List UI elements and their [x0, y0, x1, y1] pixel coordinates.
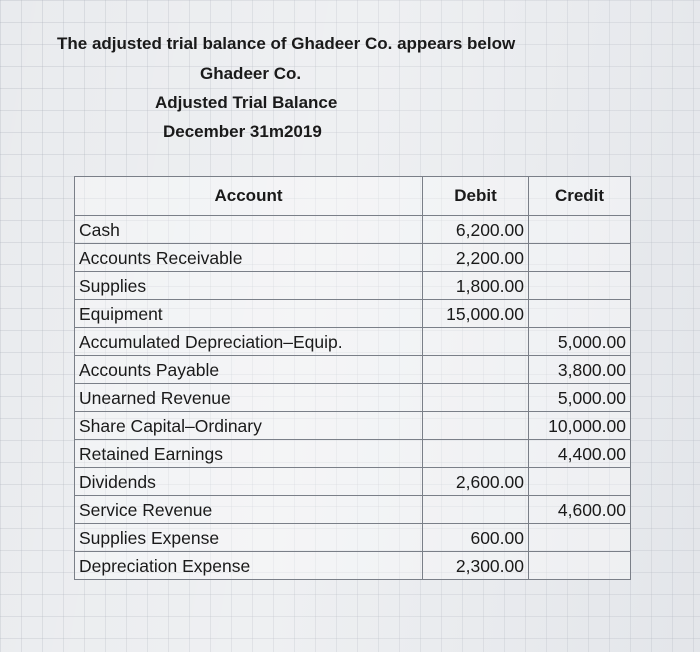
account-cell: Equipment	[75, 300, 423, 328]
credit-cell: 3,800.00	[529, 356, 631, 384]
table-body	[75, 216, 631, 580]
table-row	[75, 552, 631, 580]
debit-column-header: Debit	[423, 177, 529, 216]
debit-cell: 600.00	[423, 524, 529, 552]
credit-cell	[529, 300, 631, 328]
debit-cell	[423, 496, 529, 524]
company-name: Ghadeer Co.	[200, 64, 302, 83]
credit-cell	[529, 524, 631, 552]
debit-cell: 2,200.00	[423, 244, 529, 272]
table-header-row	[75, 177, 631, 216]
debit-cell: 2,600.00	[423, 468, 529, 496]
credit-column-header: Credit	[529, 177, 631, 216]
table-row	[75, 300, 631, 328]
table-row	[75, 328, 631, 356]
debit-cell: 15,000.00	[423, 300, 529, 328]
credit-cell	[529, 552, 631, 580]
debit-cell: 2,300.00	[423, 552, 529, 580]
credit-cell	[529, 272, 631, 300]
account-cell: Depreciation Expense	[75, 552, 423, 580]
report-date: December 31m2019	[163, 122, 322, 141]
debit-cell	[423, 384, 529, 412]
debit-cell: 6,200.00	[423, 216, 529, 244]
account-cell: Accounts Payable	[75, 356, 423, 384]
table-row	[75, 468, 631, 496]
table-row	[75, 384, 631, 412]
table-row	[75, 244, 631, 272]
credit-cell: 10,000.00	[529, 412, 631, 440]
table-row	[75, 216, 631, 244]
debit-cell	[423, 356, 529, 384]
intro-text: The adjusted trial balance of Ghadeer Co. appears below	[57, 34, 516, 53]
debit-cell	[423, 328, 529, 356]
table-row	[75, 356, 631, 384]
credit-cell: 4,400.00	[529, 440, 631, 468]
account-cell: Service Revenue	[75, 496, 423, 524]
table-row	[75, 496, 631, 524]
debit-cell: 1,800.00	[423, 272, 529, 300]
trial-balance-table	[74, 176, 631, 580]
debit-cell	[423, 440, 529, 468]
credit-cell	[529, 244, 631, 272]
account-cell: Accounts Receivable	[75, 244, 423, 272]
credit-cell	[529, 216, 631, 244]
credit-cell: 5,000.00	[529, 328, 631, 356]
credit-cell	[529, 468, 631, 496]
table-row	[75, 272, 631, 300]
credit-cell: 5,000.00	[529, 384, 631, 412]
account-cell: Supplies Expense	[75, 524, 423, 552]
debit-cell	[423, 412, 529, 440]
account-cell: Dividends	[75, 468, 423, 496]
account-cell: Unearned Revenue	[75, 384, 423, 412]
account-cell: Retained Earnings	[75, 440, 423, 468]
account-cell: Accumulated Depreciation–Equip.	[75, 328, 423, 356]
table-row	[75, 412, 631, 440]
report-title: Adjusted Trial Balance	[155, 93, 338, 112]
account-cell: Supplies	[75, 272, 423, 300]
credit-cell: 4,600.00	[529, 496, 631, 524]
account-cell: Share Capital–Ordinary	[75, 412, 423, 440]
account-column-header: Account	[75, 177, 423, 216]
table-row	[75, 440, 631, 468]
table-row	[75, 524, 631, 552]
account-cell: Cash	[75, 216, 423, 244]
